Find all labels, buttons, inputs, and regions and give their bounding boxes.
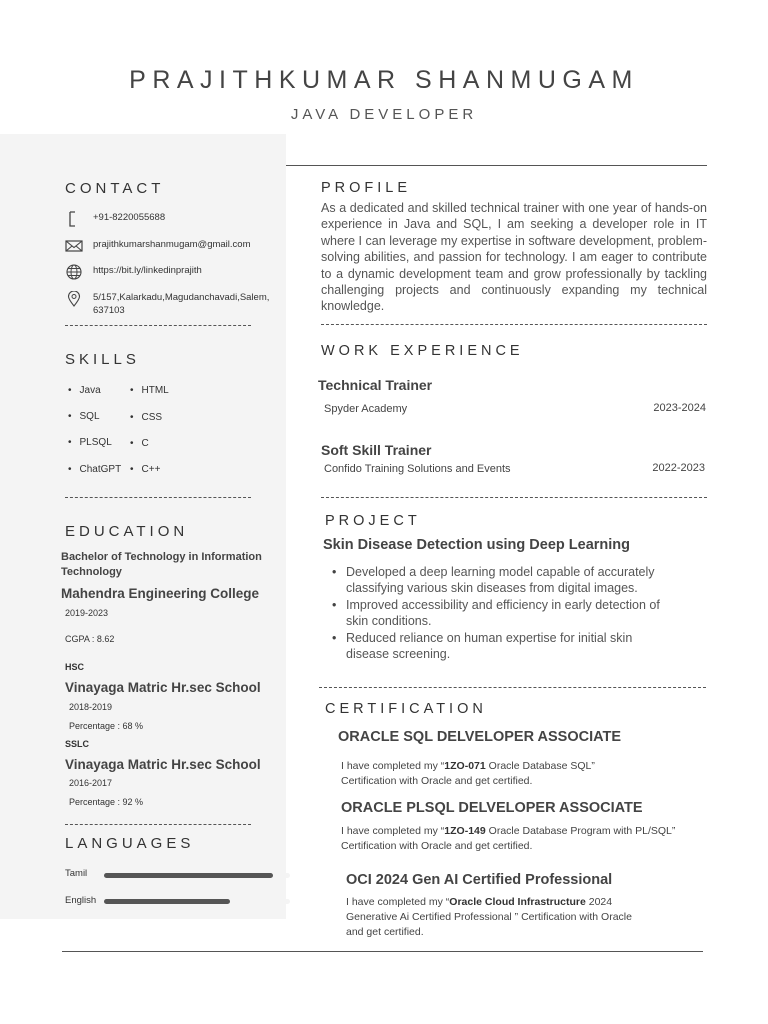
language-label: Tamil bbox=[65, 868, 88, 879]
experience-divider bbox=[321, 497, 707, 498]
certification-description bbox=[346, 895, 646, 940]
profile-summary: As a dedicated and skilled technical trainer with one year of hands-on experience in Java and SQL, I am seeking a developer role in IT where I can leverage my expertise in software development, problem-solving abilities, and passion for technology. I am eager to contribute to a dynamic development team and grow professionally by tackling challenging projects and continuously expanding my technical knowledge. bbox=[321, 201, 707, 314]
project-bullet: • Reduced reliance on human expertise for initial skin disease screening. bbox=[328, 630, 673, 663]
certification-text-tail: Oracle Database Program with PL/SQL” Certification with Oracle and get certified. bbox=[341, 825, 676, 852]
profile-divider bbox=[321, 324, 707, 325]
college-years: 2019-2023 bbox=[65, 608, 109, 618]
sslc-school-name: Vinayaga Matric Hr.sec School bbox=[65, 757, 261, 772]
hsc-years: 2018-2019 bbox=[69, 702, 113, 712]
footer-divider bbox=[62, 951, 703, 952]
certification-code: 1ZO-149 bbox=[444, 825, 486, 837]
mail-icon bbox=[65, 238, 83, 254]
language-bar-fill bbox=[104, 899, 230, 904]
certification-text-lead: I have completed my “ bbox=[346, 896, 450, 908]
degree-name: Bachelor of Technology in Information Technology bbox=[61, 551, 262, 578]
contact-address bbox=[65, 291, 283, 317]
job-organization: Spyder Academy bbox=[324, 403, 408, 415]
education-heading: EDUCATION bbox=[65, 523, 189, 540]
certification-title: ORACLE SQL DELVELOPER ASSOCIATE bbox=[338, 729, 622, 745]
project-bullet: • Developed a deep learning model capable of accurately classifying various skin diseases from digital images. bbox=[328, 564, 673, 597]
skill-item: • Java bbox=[68, 385, 101, 396]
contact-email bbox=[65, 238, 283, 254]
contact-heading: CONTACT bbox=[65, 180, 165, 197]
sslc-years: 2016-2017 bbox=[69, 778, 113, 788]
certification-title: OCI 2024 Gen AI Certified Professional bbox=[346, 872, 613, 888]
sslc-percentage: Percentage : 92 % bbox=[69, 797, 144, 807]
skill-item: • PLSQL bbox=[68, 437, 112, 448]
job-title: Soft Skill Trainer bbox=[321, 442, 432, 458]
language-label: English bbox=[65, 895, 97, 906]
hsc-school-name: Vinayaga Matric Hr.sec School bbox=[65, 680, 261, 695]
certification-code: Oracle Cloud Infrastructure bbox=[449, 896, 586, 908]
phone-icon bbox=[65, 211, 83, 227]
language-bar-fill bbox=[104, 873, 273, 878]
experience-heading: WORK EXPERIENCE bbox=[321, 343, 524, 359]
contact-phone bbox=[65, 211, 283, 227]
cgpa-value: CGPA : 8.62 bbox=[65, 634, 115, 644]
certification-description bbox=[341, 759, 641, 789]
skill-item: • CSS bbox=[130, 412, 162, 423]
skills-divider bbox=[65, 497, 251, 498]
project-bullet: • Improved accessibility and efficiency in early detection of skin conditions. bbox=[328, 597, 673, 630]
college-name: Mahendra Engineering College bbox=[61, 586, 260, 601]
certification-title: ORACLE PLSQL DELVELOPER ASSOCIATE bbox=[341, 800, 643, 816]
contact-website bbox=[65, 264, 283, 280]
profile-heading: PROFILE bbox=[321, 180, 412, 196]
candidate-name: PRAJITHKUMAR SHANMUGAM bbox=[129, 66, 639, 94]
certification-heading: CERTIFICATION bbox=[325, 701, 487, 717]
skill-item: • ChatGPT bbox=[68, 464, 121, 475]
language-bar-track bbox=[104, 873, 290, 878]
project-divider bbox=[319, 687, 706, 688]
skills-heading: SKILLS bbox=[65, 351, 140, 368]
project-bullet-list bbox=[328, 564, 673, 662]
certification-text-lead: I have completed my “ bbox=[341, 825, 445, 837]
skill-item: • SQL bbox=[68, 411, 100, 422]
skill-item: • HTML bbox=[130, 385, 169, 396]
email-address: prajithkumarshanmugam@gmail.com bbox=[93, 239, 251, 250]
skill-item: • C bbox=[130, 438, 149, 449]
certification-text-tail: Oracle Database SQL” Certification with Oracle and get certified. bbox=[341, 760, 595, 787]
job-dates: 2022-2023 bbox=[652, 462, 705, 474]
website-link[interactable]: https://bit.ly/linkedinprajith bbox=[93, 265, 202, 276]
postal-address: 5/157,Kalarkadu,Magudanchavadi,Salem, 637103 bbox=[93, 292, 270, 316]
hsc-percentage: Percentage : 68 % bbox=[69, 721, 144, 731]
certification-code: 1ZO-071 bbox=[444, 760, 486, 772]
sslc-label: SSLC bbox=[65, 739, 90, 749]
job-role-title: JAVA DEVELOPER bbox=[290, 106, 478, 123]
certification-text-tail: 2024 Generative Ai Certified Professional ” Certification with Oracle and get certified. bbox=[346, 896, 632, 938]
job-title: Technical Trainer bbox=[318, 377, 433, 393]
job-organization: Confido Training Solutions and Events bbox=[324, 463, 511, 475]
hsc-label: HSC bbox=[65, 662, 85, 672]
globe-icon bbox=[65, 264, 83, 280]
header-divider bbox=[286, 165, 707, 166]
languages-heading: LANGUAGES bbox=[65, 835, 195, 852]
education-divider bbox=[65, 824, 251, 825]
project-title: Skin Disease Detection using Deep Learning bbox=[323, 537, 630, 553]
phone-number: +91-8220055688 bbox=[93, 212, 166, 223]
certification-description bbox=[341, 824, 676, 854]
project-heading: PROJECT bbox=[325, 513, 421, 529]
contact-divider bbox=[65, 325, 251, 326]
job-dates: 2023-2024 bbox=[653, 402, 706, 414]
certification-text-lead: I have completed my “ bbox=[341, 760, 445, 772]
language-bar-track bbox=[104, 899, 290, 904]
location-pin-icon bbox=[65, 291, 83, 307]
skill-item: • C++ bbox=[130, 464, 160, 475]
